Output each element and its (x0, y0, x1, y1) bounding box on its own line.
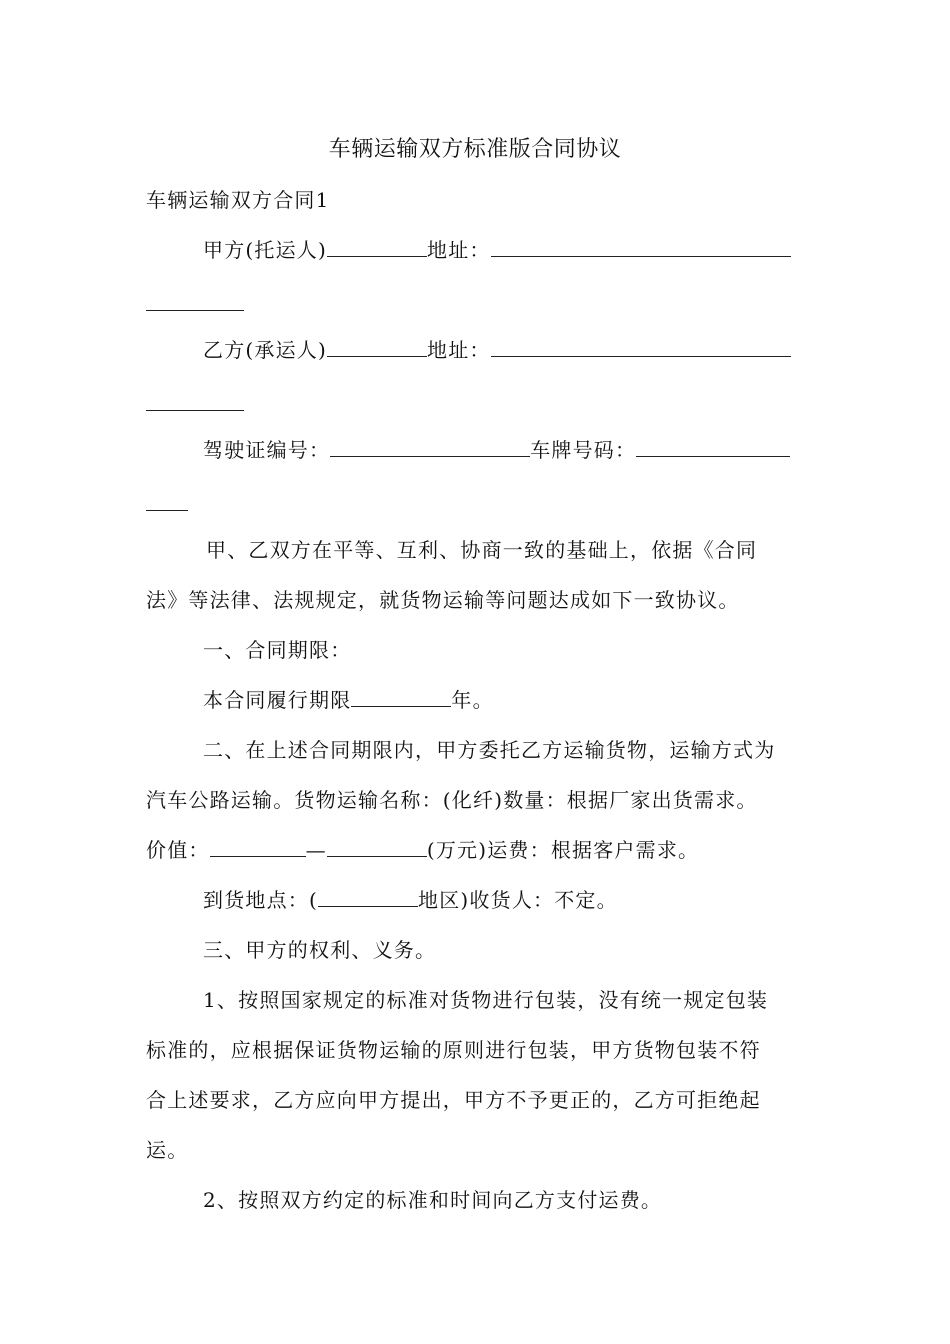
value-prefix: 价值： (146, 838, 210, 862)
term-prefix: 本合同履行期限 (203, 688, 352, 712)
party-b-address-blank (491, 338, 791, 357)
value-line (146, 836, 699, 864)
value-dash: — (305, 838, 327, 862)
value-suffix: (万元)运费：根据客户需求。 (426, 838, 700, 862)
party-a-address-blank-continued (146, 310, 244, 311)
party-a-name-blank (327, 238, 427, 257)
section-1-heading: 一、合同期限： (203, 638, 352, 662)
destination-suffix: 地区)收货人：不定。 (418, 888, 618, 912)
destination-region-blank (318, 888, 418, 907)
party-b-address-blank-continued (146, 410, 244, 411)
section-2-line-2: 汽车公路运输。货物运输名称：(化纤)数量：根据厂家出货需求。 (146, 788, 758, 812)
item-2-line-1: 2、按照双方约定的标准和时间向乙方支付运费。 (203, 1188, 663, 1212)
section-3-heading: 三、甲方的权利、义务。 (203, 938, 437, 962)
party-b-line (203, 336, 791, 364)
contract-subtitle: 车辆运输双方合同1 (146, 188, 330, 212)
party-b-name-blank (327, 338, 427, 357)
party-a-address-blank (491, 238, 791, 257)
item-1-line-4: 运。 (146, 1138, 189, 1162)
term-suffix: 年。 (451, 688, 494, 712)
party-b-address-label: 地址： (427, 338, 491, 362)
term-line (203, 686, 494, 714)
party-a-label: 甲方(托运人) (203, 238, 328, 262)
party-a-line (203, 236, 791, 264)
intro-line-2: 法》等法律、法规规定，就货物运输等问题达成如下一致协议。 (146, 588, 740, 612)
term-years-blank (351, 688, 451, 707)
section-2-line-1: 二、在上述合同期限内，甲方委托乙方运输货物，运输方式为 (203, 738, 776, 762)
item-1-line-3: 合上述要求，乙方应向甲方提出，甲方不予更正的，乙方可拒绝起 (146, 1088, 761, 1112)
item-1-line-2: 标准的，应根据保证货物运输的原则进行包装，甲方货物包装不符 (146, 1038, 761, 1062)
plate-blank-continued (146, 510, 188, 511)
party-b-label: 乙方(承运人) (203, 338, 328, 362)
intro-line-1: 甲、乙双方在平等、互利、协商一致的基础上，依据《合同 (206, 538, 758, 562)
license-label: 驾驶证编号： (203, 438, 331, 462)
destination-line (203, 886, 618, 914)
value-max-blank (327, 838, 427, 857)
value-min-blank (210, 838, 306, 857)
party-a-address-label: 地址： (427, 238, 491, 262)
item-1-line-1: 1、按照国家规定的标准对货物进行包装，没有统一规定包装 (203, 988, 769, 1012)
document-title: 车辆运输双方标准版合同协议 (328, 137, 622, 162)
license-blank (330, 438, 530, 457)
license-plate-line (203, 436, 790, 464)
plate-blank (636, 438, 790, 457)
plate-label: 车牌号码： (530, 438, 637, 462)
destination-prefix: 到货地点：( (203, 888, 319, 912)
